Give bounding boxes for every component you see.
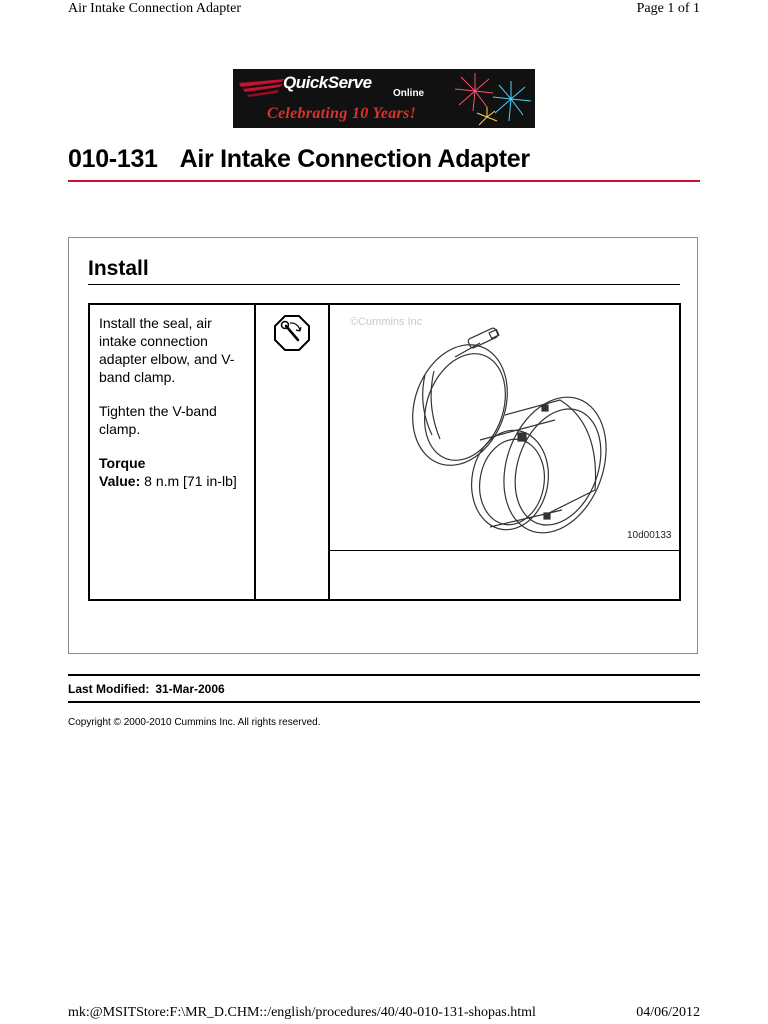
torque-value: 8 n.m [71 in-lb]: [144, 473, 237, 489]
step-text-tighten: Tighten the V-band clamp.: [99, 403, 217, 437]
v-band-clamp-illustration: [330, 305, 680, 550]
document-title: [68, 145, 530, 174]
last-modified-label: Last Modified:: [68, 682, 150, 696]
print-header-page: Page 1 of 1: [636, 1, 700, 16]
step-instructions: [99, 314, 245, 506]
table-divider: [254, 303, 256, 601]
torque-spec: [99, 454, 245, 490]
step-text-install: Install the seal, air intake connection adapter elbow, and V-band clamp.: [99, 315, 235, 385]
section-divider: [88, 284, 680, 285]
document-code: 010-131: [68, 145, 158, 173]
footer-divider-bottom: [68, 701, 700, 703]
print-footer-path: mk:@MSITStore:F:\MR_D.CHM::/english/procedures/40/40-010-131-shopas.html: [68, 1005, 536, 1020]
print-footer-date: 04/06/2012: [636, 1005, 700, 1020]
figure-bottom-border: [329, 550, 680, 551]
footer-divider-top: [68, 674, 700, 676]
fireworks-icon: [445, 69, 535, 128]
copyright: Copyright © 2000-2010 Cummins Inc. All rights reserved.: [68, 717, 321, 728]
torque-value-label: Value:: [99, 473, 141, 489]
banner-brand: QuickServe: [283, 73, 372, 92]
last-modified-date: 31-Mar-2006: [155, 682, 225, 696]
banner-slogan: Celebrating 10 Years!: [267, 105, 417, 122]
quickserve-banner: [233, 69, 535, 128]
section-heading: Install: [88, 257, 149, 280]
last-modified: [68, 682, 225, 696]
figure-id: 10d00133: [627, 530, 672, 541]
print-header-title: Air Intake Connection Adapter: [68, 1, 242, 16]
torque-label: Torque: [99, 455, 146, 471]
banner-brand-sub: Online: [393, 88, 425, 99]
figure-watermark: ©Cummins Inc: [350, 316, 423, 328]
torque-wrench-icon: [273, 314, 311, 352]
title-divider: [68, 180, 700, 182]
document-title-text: Air Intake Connection Adapter: [179, 145, 530, 173]
